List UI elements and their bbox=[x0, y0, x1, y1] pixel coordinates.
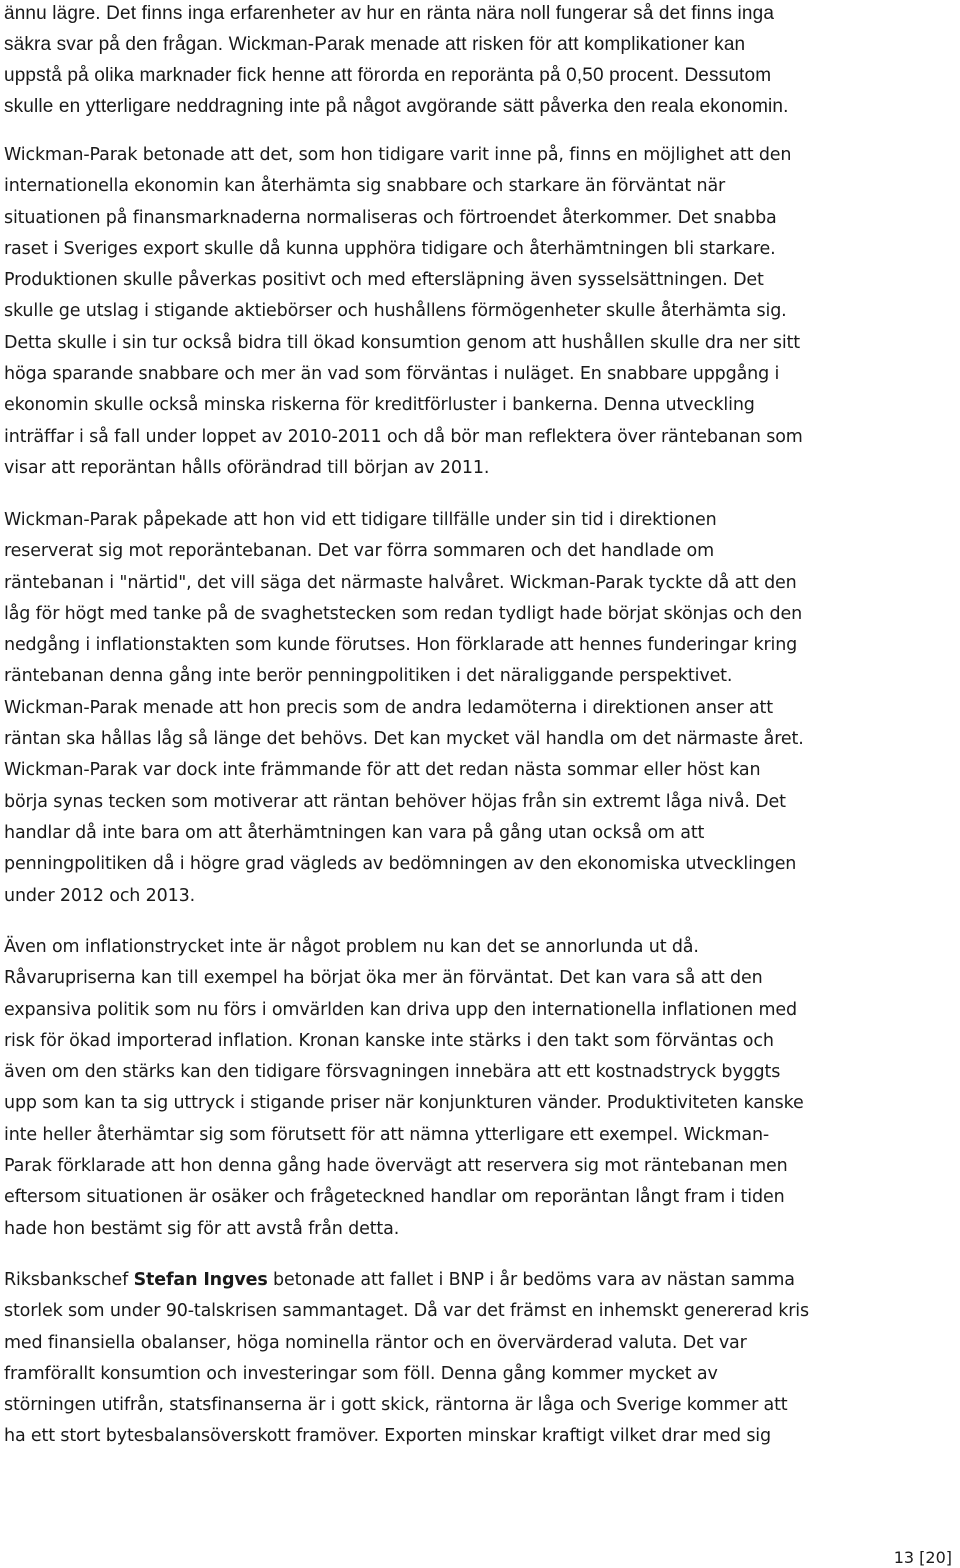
text-line: nedgång i inflationstakten som kunde förutses. Hon förklarade att hennes funderingar kring bbox=[4, 635, 798, 656]
paragraph-governor bbox=[4, 1265, 809, 1453]
paragraph-rate-path bbox=[4, 505, 804, 912]
paragraph-inflation bbox=[4, 932, 804, 1245]
text-line: räntan ska hållas låg så länge det behövs. Det kan mycket väl handla om det närmaste året. bbox=[4, 729, 804, 750]
text-line: Wickman-Parak påpekade att hon vid ett tidigare tillfälle under sin tid i direktionen bbox=[4, 510, 717, 530]
text-line: handlar då inte bara om att återhämtningen kan vara på gång utan också om att bbox=[4, 822, 705, 843]
text-line: ännu lägre. Det finns inga erfarenheter av hur en ränta nära noll fungerar så det finns inga bbox=[4, 3, 775, 24]
text-line: situationen på finansmarknaderna normaliseras och förtroendet återkommer. Det snabba bbox=[4, 207, 777, 228]
text-line: eftersom situationen är osäker och frågeteckned handlar om reporäntan långt fram i tiden bbox=[4, 1187, 785, 1208]
speaker-name: Stefan Ingves bbox=[133, 1270, 268, 1290]
text-line: internationella ekonomin kan återhämta sig snabbare och starkare än förväntat när bbox=[4, 176, 726, 197]
text-line: visar att reporäntan hålls oförändrad till början av 2011. bbox=[4, 457, 490, 478]
text-line: skulle ge utslag i stigande aktiebörser och hushållens förmögenheter skulle återhämta sig. bbox=[4, 301, 787, 322]
text-line: låg för högt med tanke på de svaghetstecken som redan tydligt hade börjat skönjas och den bbox=[4, 603, 803, 624]
text-line: reserverat sig mot reporäntebanan. Det var förra sommaren och det handlade om bbox=[4, 541, 714, 562]
text-line: expansiva politik som nu förs i omvärlden kan driva upp den internationella inflationen med bbox=[4, 999, 797, 1020]
text-line: storlek som under 90-talskrisen sammantaget. Då var det främst en inhemskt genererad kris bbox=[4, 1301, 809, 1322]
text-line: inte heller återhämtar sig som förutsett för att nämna ytterligare ett exempel. Wickman- bbox=[4, 1124, 770, 1145]
text-line bbox=[4, 1265, 809, 1296]
intro-text: Riksbankschef bbox=[4, 1270, 134, 1290]
text-line: Wickman-Parak menade att hon precis som de andra ledamöterna i direktionen anser att bbox=[4, 697, 773, 718]
text-line: Råvarupriserna kan till exempel ha börjat öka mer än förväntat. Det kan vara så att den bbox=[4, 968, 763, 989]
text-line: uppstå på olika marknader fick henne att förorda en reporänta på 0,50 procent. Dessutom bbox=[4, 65, 772, 86]
text-line: raset i Sveriges export skulle då kunna upphöra tidigare och återhämtningen bli starkare. bbox=[4, 238, 776, 259]
text-line: framförallt konsumtion och investeringar som föll. Denna gång kommer mycket av bbox=[4, 1363, 718, 1384]
line-rest-text: betonade att fallet i BNP i år bedöms vara av nästan samma bbox=[267, 1270, 795, 1290]
text-line: risk för ökad importerad inflation. Kronan kanske inte stärks i den takt som förväntas och bbox=[4, 1030, 774, 1051]
text-line: penningpolitiken då i högre grad vägleds av bedömningen av den ekonomiska utvecklingen bbox=[4, 854, 797, 875]
paragraph-continuation bbox=[4, 0, 789, 122]
text-line: inträffar i så fall under loppet av 2010-2011 och då bör man reflektera över räntebanan som bbox=[4, 426, 803, 447]
text-line: säkra svar på den frågan. Wickman-Parak menade att risken för att komplikationer kan bbox=[4, 34, 746, 55]
text-line: skulle en ytterligare neddragning inte på något avgörande sätt påverka den reala ekonomin. bbox=[4, 96, 789, 117]
text-line: räntebanan denna gång inte berör penningpolitiken i det näraliggande perspektivet. bbox=[4, 666, 733, 687]
text-line: räntebanan i "närtid", det vill säga det närmaste halvåret. Wickman-Parak tyckte då att den bbox=[4, 572, 797, 593]
paragraph-recovery bbox=[4, 140, 803, 484]
text-line: Wickman-Parak betonade att det, som hon tidigare varit inne på, finns en möjlighet att den bbox=[4, 145, 792, 165]
text-line: Produktionen skulle påverkas positivt och med eftersläpning även sysselsättningen. Det bbox=[4, 270, 764, 291]
text-line: under 2012 och 2013. bbox=[4, 885, 195, 906]
text-line: ha ett stort bytesbalansöverskott framöver. Exporten minskar kraftigt vilket drar med sig bbox=[4, 1426, 771, 1447]
text-line: Detta skulle i sin tur också bidra till ökad konsumtion genom att hushållen skulle dra ner sitt bbox=[4, 332, 800, 353]
text-line: även om den stärks kan den tidigare försvagningen innebära att ett kostnadstryck byggts bbox=[4, 1062, 781, 1083]
text-line: Wickman-Parak var dock inte främmande för att det redan nästa sommar eller höst kan bbox=[4, 760, 761, 781]
text-line: börja synas tecken som motiverar att räntan behöver höjas från sin extremt låga nivå. Det bbox=[4, 791, 786, 812]
text-line: hade hon bestämt sig för att avstå från detta. bbox=[4, 1218, 400, 1239]
text-line: med finansiella obalanser, höga nominella räntor och en övervärderad valuta. Det var bbox=[4, 1332, 747, 1353]
text-line: ekonomin skulle också minska riskerna för kreditförluster i bankerna. Denna utveckling bbox=[4, 395, 755, 416]
text-line: höga sparande snabbare och mer än vad som förväntas i nuläget. En snabbare uppgång i bbox=[4, 364, 780, 385]
text-line: Även om inflationstrycket inte är något problem nu kan det se annorlunda ut då. bbox=[4, 937, 699, 957]
page-number: 13 [20] bbox=[893, 1548, 952, 1567]
text-line: Parak förklarade att hon denna gång hade övervägt att reservera sig mot räntebanan men bbox=[4, 1156, 788, 1177]
text-line: störningen utifrån, statsfinanserna är i gott skick, räntorna är låga och Sverige kommer att bbox=[4, 1395, 788, 1416]
text-line: upp som kan ta sig uttryck i stigande priser när konjunkturen vänder. Produktiviteten kanske bbox=[4, 1093, 804, 1114]
